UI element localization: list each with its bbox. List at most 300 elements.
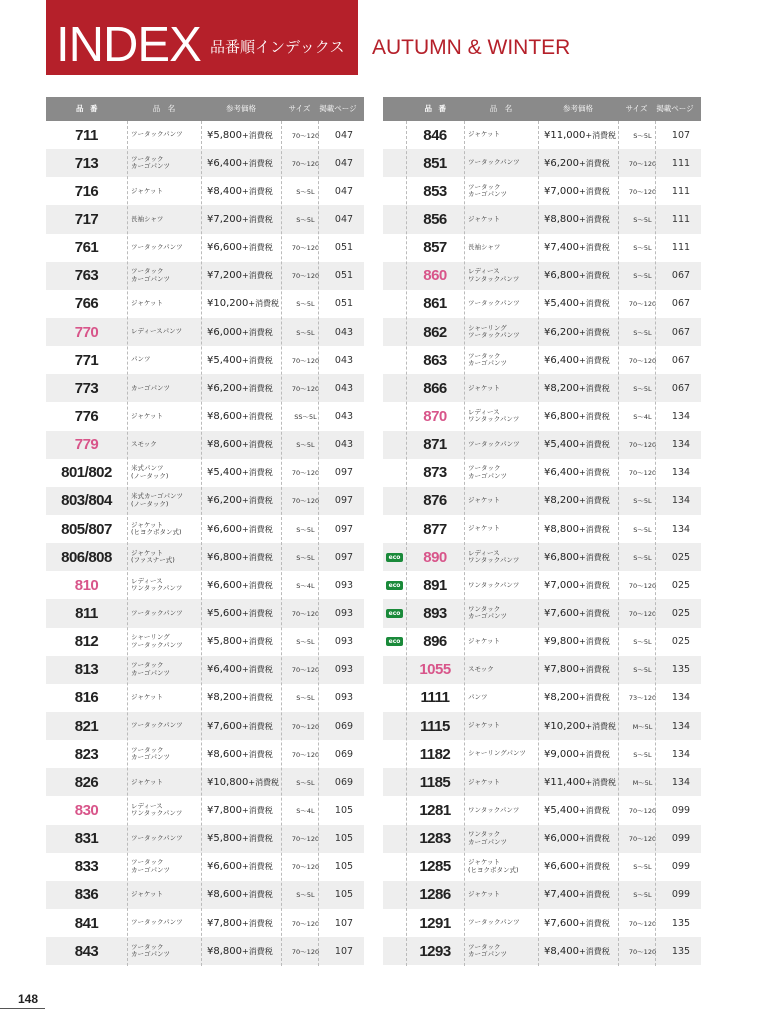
table-row bbox=[383, 234, 701, 262]
product-price bbox=[542, 186, 624, 197]
price-value: ¥9,800 bbox=[544, 636, 579, 648]
price-value: ¥5,400 bbox=[544, 804, 579, 816]
price-value: ¥6,200 bbox=[544, 157, 579, 169]
product-code: 893 bbox=[423, 604, 447, 622]
tax-suffix: +消費税 bbox=[579, 834, 610, 844]
product-name: ワンタック カーゴパンツ bbox=[468, 830, 507, 846]
eco-cell bbox=[383, 553, 406, 562]
table-row bbox=[46, 262, 364, 290]
product-price bbox=[205, 692, 287, 703]
product-price bbox=[205, 805, 287, 816]
price-value: ¥6,400 bbox=[207, 664, 242, 676]
product-code: 816 bbox=[74, 689, 99, 707]
product-code: 870 bbox=[423, 407, 447, 425]
product-price bbox=[205, 946, 287, 957]
product-price bbox=[205, 158, 287, 169]
product-price bbox=[205, 383, 287, 394]
product-size: 70〜120 bbox=[628, 356, 657, 365]
header-code: 品 番 bbox=[76, 104, 97, 113]
product-price bbox=[542, 411, 624, 422]
table-row bbox=[46, 431, 364, 459]
product-price bbox=[205, 777, 287, 788]
price-value: ¥5,400 bbox=[207, 467, 242, 479]
price-value: ¥6,400 bbox=[544, 354, 579, 366]
product-size: 70〜120 bbox=[628, 300, 657, 309]
product-code: 846 bbox=[423, 126, 447, 144]
product-size: S〜5L bbox=[633, 863, 652, 872]
price-value: ¥8,200 bbox=[207, 692, 242, 704]
tax-suffix: +消費税 bbox=[242, 805, 273, 815]
product-size: S〜5L bbox=[296, 215, 315, 224]
eco-badge: eco bbox=[386, 637, 404, 646]
product-size: S〜5L bbox=[633, 384, 652, 393]
product-name: ジャケット bbox=[468, 524, 501, 533]
column-divider bbox=[318, 121, 319, 966]
price-value: ¥6,400 bbox=[207, 157, 242, 169]
tax-suffix: +消費税 bbox=[579, 805, 610, 815]
table-header bbox=[383, 97, 701, 121]
table-row bbox=[46, 177, 364, 205]
product-code: 766 bbox=[74, 295, 99, 313]
catalog-page: 111 bbox=[671, 213, 691, 225]
catalog-page: 093 bbox=[334, 692, 354, 704]
product-price bbox=[542, 355, 624, 366]
catalog-page: 097 bbox=[334, 495, 354, 507]
product-code: 1115 bbox=[420, 717, 450, 735]
product-size: 70〜120 bbox=[628, 835, 657, 844]
product-code: 812 bbox=[74, 633, 99, 651]
tax-suffix: +消費税 bbox=[579, 749, 610, 759]
table-row bbox=[46, 318, 364, 346]
product-size: 70〜120 bbox=[628, 806, 657, 815]
table-row bbox=[46, 881, 364, 909]
catalog-page: 067 bbox=[671, 382, 691, 394]
catalog-page: 135 bbox=[671, 945, 691, 957]
product-code: 1055 bbox=[419, 661, 451, 679]
product-size: 70〜120 bbox=[628, 469, 657, 478]
price-value: ¥6,000 bbox=[544, 833, 579, 845]
product-price bbox=[542, 608, 624, 619]
product-name: シャーリング ツータックパンツ bbox=[468, 323, 520, 340]
product-name: ジャケット bbox=[468, 721, 501, 730]
tax-suffix: +消費税 bbox=[585, 130, 617, 140]
product-price bbox=[205, 214, 287, 225]
product-code: 826 bbox=[74, 773, 99, 791]
price-value: ¥6,600 bbox=[544, 861, 579, 873]
tax-suffix: +消費税 bbox=[242, 468, 273, 478]
product-code: 1286 bbox=[419, 886, 451, 904]
product-name: レディース ワンタックパンツ bbox=[131, 801, 183, 818]
price-value: ¥11,000 bbox=[544, 129, 586, 141]
tax-suffix: +消費税 bbox=[242, 130, 273, 140]
product-code: 853 bbox=[423, 182, 447, 200]
catalog-page: 105 bbox=[334, 889, 354, 901]
product-price bbox=[205, 355, 287, 366]
table-row bbox=[46, 234, 364, 262]
header-page: 掲載ページ bbox=[656, 104, 694, 113]
table-row bbox=[46, 712, 364, 740]
product-price bbox=[542, 130, 624, 141]
product-size: S〜5L bbox=[296, 694, 315, 703]
product-code: 843 bbox=[74, 942, 99, 960]
product-name: シャーリング ツータックパンツ bbox=[131, 633, 183, 649]
catalog-page: 134 bbox=[671, 776, 691, 788]
catalog-page: 134 bbox=[671, 692, 691, 704]
product-name: ジャケット bbox=[468, 214, 501, 223]
tax-suffix: +消費税 bbox=[585, 721, 617, 731]
tax-suffix: +消費税 bbox=[242, 440, 273, 450]
price-value: ¥7,000 bbox=[544, 579, 579, 591]
product-name: パンツ bbox=[468, 693, 488, 702]
season-title: AUTUMN & WINTER bbox=[372, 36, 571, 59]
table-row bbox=[383, 796, 701, 824]
catalog-page: 099 bbox=[671, 861, 691, 873]
tax-suffix: +消費税 bbox=[579, 186, 610, 196]
tax-suffix: +消費税 bbox=[579, 693, 610, 703]
product-size: S〜5L bbox=[296, 300, 315, 309]
table-row bbox=[46, 740, 364, 768]
price-value: ¥6,200 bbox=[207, 495, 242, 507]
tax-suffix: +消費税 bbox=[579, 496, 610, 506]
tax-suffix: +消費税 bbox=[242, 834, 273, 844]
product-name: ツータックパンツ bbox=[468, 158, 520, 167]
tax-suffix: +消費税 bbox=[579, 271, 610, 281]
column-divider bbox=[655, 121, 656, 966]
product-name: ジャケット bbox=[468, 636, 501, 645]
product-code: 1111 bbox=[420, 689, 450, 707]
price-value: ¥8,600 bbox=[207, 748, 242, 760]
table-row bbox=[46, 487, 364, 515]
catalog-page: 134 bbox=[671, 467, 691, 479]
catalog-page: 093 bbox=[334, 664, 354, 676]
catalog-page: 025 bbox=[671, 607, 691, 619]
product-name: カーゴパンツ bbox=[131, 383, 170, 392]
product-size: S〜5L bbox=[633, 497, 652, 506]
catalog-page: 135 bbox=[671, 917, 691, 929]
price-value: ¥6,800 bbox=[544, 551, 579, 563]
price-value: ¥9,000 bbox=[544, 748, 579, 760]
product-code: 851 bbox=[423, 154, 447, 172]
product-size: S〜5L bbox=[296, 638, 315, 647]
product-code: 761 bbox=[74, 239, 99, 257]
product-code: 1182 bbox=[419, 745, 451, 763]
catalog-page: 097 bbox=[334, 551, 354, 563]
product-name: 長袖シャツ bbox=[131, 214, 164, 223]
product-size: 70〜120 bbox=[291, 469, 320, 478]
price-value: ¥6,600 bbox=[207, 861, 242, 873]
product-name: ジャケット (ヒヨクボタン式) bbox=[468, 858, 519, 874]
price-value: ¥7,200 bbox=[207, 213, 242, 225]
column-divider bbox=[127, 121, 128, 966]
price-value: ¥6,600 bbox=[207, 579, 242, 591]
product-code: 876 bbox=[423, 492, 447, 510]
product-price bbox=[542, 298, 624, 309]
table-row bbox=[383, 487, 701, 515]
product-price bbox=[205, 298, 287, 309]
product-price bbox=[542, 777, 624, 788]
catalog-page: 025 bbox=[671, 636, 691, 648]
product-name: ワンタック カーゴパンツ bbox=[468, 604, 507, 621]
table-row bbox=[46, 149, 364, 177]
table-row bbox=[46, 768, 364, 796]
product-code: 779 bbox=[74, 436, 99, 454]
product-size: 70〜120 bbox=[291, 497, 320, 506]
product-price bbox=[542, 580, 624, 591]
price-value: ¥6,200 bbox=[207, 382, 242, 394]
product-code: 713 bbox=[74, 154, 99, 172]
table-row bbox=[46, 205, 364, 233]
price-value: ¥7,800 bbox=[544, 664, 579, 676]
eco-badge: eco bbox=[386, 553, 404, 562]
product-size: S〜4L bbox=[633, 412, 652, 421]
index-table-left bbox=[46, 97, 364, 965]
product-size: 70〜120 bbox=[628, 187, 657, 196]
tax-suffix: +消費税 bbox=[579, 383, 610, 393]
price-value: ¥7,400 bbox=[544, 889, 579, 901]
price-value: ¥8,400 bbox=[207, 185, 242, 197]
catalog-page: 111 bbox=[671, 242, 691, 254]
product-price bbox=[542, 327, 624, 338]
product-price bbox=[205, 608, 287, 619]
catalog-page: 105 bbox=[334, 804, 354, 816]
table-row bbox=[383, 740, 701, 768]
product-price bbox=[542, 439, 624, 450]
catalog-page: 051 bbox=[334, 270, 354, 282]
product-name: ジャケット bbox=[131, 299, 164, 308]
catalog-page: 134 bbox=[671, 523, 691, 535]
catalog-page: 105 bbox=[334, 833, 354, 845]
product-price bbox=[205, 861, 287, 872]
product-code: 771 bbox=[74, 351, 99, 369]
header-price: 参考価格 bbox=[226, 104, 256, 113]
header-size: サイズ bbox=[288, 104, 311, 113]
product-name: ツータックパンツ bbox=[131, 721, 183, 730]
table-row bbox=[46, 459, 364, 487]
table-row bbox=[383, 825, 701, 853]
price-value: ¥6,000 bbox=[207, 326, 242, 338]
table-row bbox=[383, 909, 701, 937]
table-row bbox=[383, 571, 701, 599]
price-value: ¥6,600 bbox=[207, 242, 242, 254]
product-size: S〜5L bbox=[633, 553, 652, 562]
product-size: 70〜120 bbox=[291, 159, 320, 168]
product-name: ツータックパンツ bbox=[131, 608, 183, 617]
product-size: S〜4L bbox=[296, 806, 315, 815]
header-size: サイズ bbox=[625, 104, 648, 113]
product-code: 805/807 bbox=[61, 520, 112, 538]
catalog-page: 043 bbox=[334, 382, 354, 394]
price-value: ¥5,800 bbox=[207, 636, 242, 648]
product-size: 70〜120 bbox=[628, 441, 657, 450]
eco-badge: eco bbox=[386, 581, 404, 590]
price-value: ¥7,600 bbox=[544, 607, 579, 619]
product-code: 862 bbox=[423, 323, 447, 341]
product-price bbox=[205, 439, 287, 450]
table-row bbox=[383, 177, 701, 205]
table-row bbox=[383, 290, 701, 318]
tax-suffix: +消費税 bbox=[242, 271, 273, 281]
product-price bbox=[205, 242, 287, 253]
product-size: S〜5L bbox=[633, 131, 652, 140]
table-row bbox=[383, 402, 701, 430]
catalog-page: 134 bbox=[671, 410, 691, 422]
table-row bbox=[46, 346, 364, 374]
table-row bbox=[383, 599, 701, 627]
price-value: ¥7,600 bbox=[544, 917, 579, 929]
product-price bbox=[205, 130, 287, 141]
product-name: レディース ワンタックパンツ bbox=[468, 548, 520, 565]
table-row bbox=[46, 121, 364, 149]
table-row bbox=[383, 656, 701, 684]
product-name: ツータック カーゴパンツ bbox=[131, 267, 170, 283]
table-row bbox=[46, 937, 364, 965]
product-name: 米式パンツ (ノータック) bbox=[131, 464, 169, 480]
product-name: ツータックパンツ bbox=[468, 299, 520, 308]
product-code: 1291 bbox=[419, 914, 451, 932]
catalog-page: 111 bbox=[671, 157, 691, 169]
product-size: S〜5L bbox=[633, 638, 652, 647]
table-row bbox=[383, 121, 701, 149]
product-size: 70〜120 bbox=[291, 384, 320, 393]
table-row bbox=[383, 768, 701, 796]
header-price: 参考価格 bbox=[563, 104, 593, 113]
product-code: 711 bbox=[75, 126, 98, 144]
product-name: ツータック カーゴパンツ bbox=[131, 154, 170, 171]
tax-suffix: +消費税 bbox=[579, 552, 610, 562]
product-size: 70〜120 bbox=[628, 947, 657, 956]
tax-suffix: +消費税 bbox=[248, 299, 280, 309]
product-code: 873 bbox=[423, 464, 447, 482]
table-row bbox=[383, 318, 701, 346]
product-name: ジャケット bbox=[468, 890, 501, 899]
catalog-page: 093 bbox=[334, 607, 354, 619]
product-price bbox=[205, 889, 287, 900]
product-name: パンツ bbox=[131, 355, 151, 364]
product-size: S〜5L bbox=[633, 666, 652, 675]
product-code: 773 bbox=[74, 379, 99, 397]
eco-cell bbox=[383, 609, 406, 618]
product-name: ツータックパンツ bbox=[468, 439, 520, 448]
column-divider bbox=[406, 121, 407, 966]
product-price bbox=[205, 918, 287, 929]
product-size: 73〜120 bbox=[628, 694, 657, 703]
table-row bbox=[46, 796, 364, 824]
product-price bbox=[205, 524, 287, 535]
product-name: ツータック カーゴパンツ bbox=[131, 858, 170, 874]
product-size: 70〜120 bbox=[291, 244, 320, 253]
product-name: ツータック カーゴパンツ bbox=[131, 661, 170, 677]
price-value: ¥7,400 bbox=[544, 242, 579, 254]
price-value: ¥6,200 bbox=[544, 326, 579, 338]
product-name: ジャケット (ヒヨクボタン式) bbox=[131, 520, 182, 537]
product-name: ジャケット bbox=[131, 890, 164, 899]
product-price bbox=[542, 692, 624, 703]
tax-suffix: +消費税 bbox=[579, 214, 610, 224]
product-code: 831 bbox=[74, 830, 99, 848]
tax-suffix: +消費税 bbox=[579, 299, 610, 309]
product-name: ジャケット bbox=[468, 496, 501, 505]
product-size: 70〜120 bbox=[291, 863, 320, 872]
product-name: ツータック カーゴパンツ bbox=[468, 182, 507, 199]
product-code: 833 bbox=[74, 858, 99, 876]
catalog-page: 107 bbox=[671, 129, 691, 141]
tax-suffix: +消費税 bbox=[579, 665, 610, 675]
product-size: S〜5L bbox=[633, 328, 652, 337]
catalog-page: 067 bbox=[671, 298, 691, 310]
header-code: 品 番 bbox=[424, 104, 446, 113]
product-code: 1293 bbox=[419, 942, 451, 960]
table-row bbox=[46, 543, 364, 571]
table-row bbox=[46, 515, 364, 543]
product-code: 1283 bbox=[419, 830, 451, 848]
tax-suffix: +消費税 bbox=[579, 440, 610, 450]
product-size: S〜5L bbox=[296, 553, 315, 562]
price-value: ¥7,200 bbox=[207, 270, 242, 282]
product-price bbox=[205, 495, 287, 506]
product-size: 70〜120 bbox=[628, 581, 657, 590]
product-price bbox=[542, 946, 624, 957]
catalog-page: 107 bbox=[334, 917, 354, 929]
product-code: 1285 bbox=[419, 858, 451, 876]
catalog-page: 134 bbox=[671, 748, 691, 760]
product-code: 823 bbox=[74, 745, 99, 763]
tax-suffix: +消費税 bbox=[242, 637, 273, 647]
product-price bbox=[205, 270, 287, 281]
catalog-page: 111 bbox=[671, 185, 691, 197]
product-code: 803/804 bbox=[61, 492, 112, 510]
product-name: ツータックパンツ bbox=[131, 130, 183, 139]
product-size: S〜5L bbox=[633, 272, 652, 281]
product-name: ジャケット (ファスナー式) bbox=[131, 548, 175, 565]
product-size: 70〜120 bbox=[291, 666, 320, 675]
price-value: ¥8,600 bbox=[207, 410, 242, 422]
table-row bbox=[46, 684, 364, 712]
price-value: ¥8,200 bbox=[544, 382, 579, 394]
product-name: ジャケット bbox=[131, 411, 164, 420]
price-value: ¥5,800 bbox=[207, 833, 242, 845]
product-size: S〜5L bbox=[296, 778, 315, 787]
tax-suffix: +消費税 bbox=[579, 637, 610, 647]
product-code: 861 bbox=[423, 295, 447, 313]
tax-suffix: +消費税 bbox=[242, 214, 273, 224]
product-name: スモック bbox=[131, 439, 157, 448]
table-row bbox=[46, 628, 364, 656]
tax-suffix: +消費税 bbox=[248, 777, 280, 787]
tax-suffix: +消費税 bbox=[579, 918, 610, 928]
product-code: 871 bbox=[423, 436, 447, 454]
product-code: 890 bbox=[423, 548, 447, 566]
tax-suffix: +消費税 bbox=[242, 946, 273, 956]
tax-suffix: +消費税 bbox=[585, 777, 617, 787]
product-code: 811 bbox=[75, 604, 98, 622]
eco-badge: eco bbox=[386, 609, 404, 618]
tax-suffix: +消費税 bbox=[242, 355, 273, 365]
catalog-page: 047 bbox=[334, 213, 354, 225]
price-value: ¥10,200 bbox=[544, 720, 586, 732]
catalog-page: 099 bbox=[671, 833, 691, 845]
product-code: 863 bbox=[423, 351, 447, 369]
price-value: ¥5,400 bbox=[544, 439, 579, 451]
price-value: ¥7,800 bbox=[207, 804, 242, 816]
eco-cell bbox=[383, 637, 406, 646]
product-code: 1185 bbox=[419, 773, 451, 791]
product-name: レディース ワンタックパンツ bbox=[131, 576, 183, 593]
tax-suffix: +消費税 bbox=[242, 524, 273, 534]
product-name: ツータック カーゴパンツ bbox=[468, 942, 507, 959]
tax-suffix: +消費税 bbox=[579, 580, 610, 590]
product-size: S〜5L bbox=[296, 187, 315, 196]
product-price bbox=[205, 327, 287, 338]
